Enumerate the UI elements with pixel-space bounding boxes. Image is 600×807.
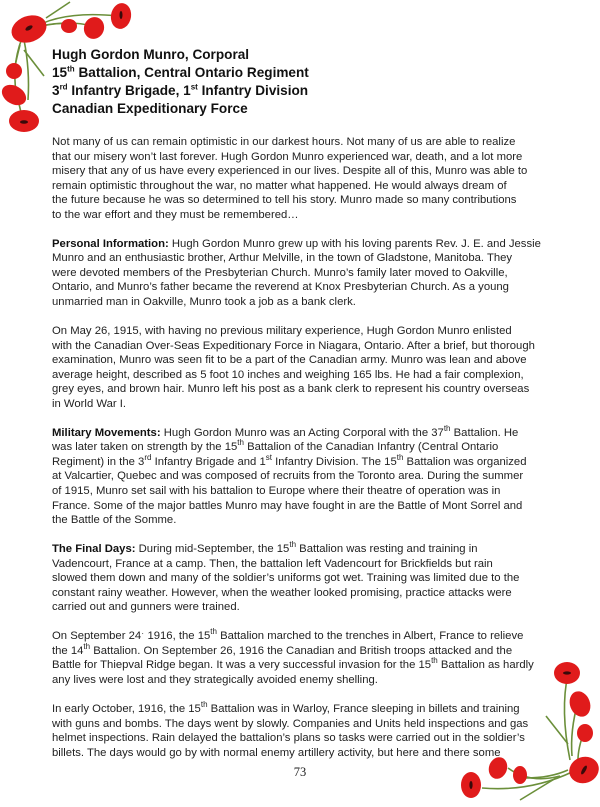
text-line: that our misery won’t last forever. Hugh Gordon Munro experienced war, death, and a lot more xyxy=(52,150,523,163)
text-line: Munro and an enthusiastic brother, Arthur Melville, in the town of Gladstone, Manitoba. They xyxy=(52,252,513,265)
text-line: helmet inspections. Rain delayed the battalion’s plans so tasks were carried out in the soldier’s xyxy=(52,732,525,745)
soldier-heading xyxy=(52,46,309,118)
heading-name: Hugh Gordon Munro, Corporal xyxy=(52,47,250,62)
text-line: to the war effort and they must be remembered… xyxy=(52,208,299,221)
final-days-paragraph xyxy=(52,542,572,615)
text-line: in World War I. xyxy=(52,397,127,410)
text-line: Battle for Thiepval Ridge began. It was a very successful invasion for the 15th Battalion as hardly xyxy=(52,656,534,672)
text-line: On May 26, 1915, with having no previous military experience, Hugh Gordon Munro enlisted xyxy=(52,325,512,338)
intro-paragraph xyxy=(52,135,572,222)
text-line: average height, described as 5 foot 10 inches and weighing 165 lbs. He had a fair complexion, xyxy=(52,368,524,381)
text-line: remain optimistic throughout the war, no matter what happened. He would always dream of xyxy=(52,179,507,192)
text-line: carried out and gunners were trained. xyxy=(52,601,240,614)
text-line: unmarried man in Oakville, Munro took a job as a bank clerk. xyxy=(52,295,356,308)
enlistment-paragraph xyxy=(52,324,572,411)
text-line: with the Canadian Over-Seas Expeditionary Force in Niagara, Ontario. After a brief, but thorough xyxy=(52,339,535,352)
text-line: Personal Information: Hugh Gordon Munro grew up with his loving parents Rev. J. E. and Jessie xyxy=(52,237,541,250)
text-line: any lives were lost and they strategically avoided enemy shelling. xyxy=(52,674,378,686)
text-line: at Valcartier, Quebec and was composed of recruits from the Toronto area. During the summer xyxy=(52,470,524,483)
heading-battalion: 15th Battalion, Central Ontario Regiment xyxy=(52,64,309,80)
military-movements-paragraph xyxy=(52,426,572,528)
text-line: was later taken on strength by the 15th Battalion of the Canadian Infantry (Central Ontario xyxy=(52,438,499,454)
text-line: the Battle of the Somme. xyxy=(52,514,177,527)
poppy-border-bottom-right-icon xyxy=(460,660,600,807)
text-line: Ontario, and Munro’s father became the reverend at Knox Presbyterian Church. As a young xyxy=(52,281,509,294)
text-line: In early October, 1916, the 15th Battalion was in Warloy, France sleeping in billets and training xyxy=(52,700,520,716)
section-label: Personal Information: xyxy=(52,237,169,250)
text-line: the future because he was so determined to tell his story. Munro made so many contributions xyxy=(52,194,517,207)
text-line: with guns and bombs. The days went by slowly. Companies and Units held inspections and gas xyxy=(52,717,529,730)
text-line: constant rainy weather. However, when the weather looked promising, practice attacks were xyxy=(52,586,512,599)
personal-information-paragraph xyxy=(52,237,572,310)
text-line: grey eyes, and brown hair. Munro left his post as a bank clerk to represent his country overseas xyxy=(52,383,530,396)
text-line: Military Movements: Hugh Gordon Munro was an Acting Corporal with the 37th Battalion. He xyxy=(52,424,519,439)
text-line: were devoted members of the Presbyterian Church. Munro’s family later moved to Oakville, xyxy=(52,266,508,279)
text-line: of 1915, Munro set sail with his battalion to Europe where their theatre of operation was in xyxy=(52,484,501,497)
page-number: 73 xyxy=(293,765,307,779)
text-line: Not many of us can remain optimistic in our darkest hours. Not many of us are able to realize xyxy=(52,136,516,148)
heading-brigade: 3rd Infantry Brigade, 1st Infantry Division xyxy=(52,82,309,98)
text-line: billets. The days would go by with normal enemy artillery activity, but here and there some xyxy=(52,746,501,759)
heading-force: Canadian Expeditionary Force xyxy=(52,101,248,116)
text-line: Vadencourt, France at a camp. Then, the battalion left Vadencourt for Brickfields but rain xyxy=(52,557,493,570)
text-line: Regiment) in the 3rd Infantry Brigade and 1st Infantry Division. The 15th Battalion was organized xyxy=(52,453,527,468)
text-line: examination, Munro was seen fit to be a part of the Canadian army. Munro was lean and above xyxy=(52,354,527,367)
text-line: misery that any of us have every experienced in our lives. Despite all of this, Munro was able to xyxy=(52,165,528,178)
section-label: The Final Days: xyxy=(52,543,136,556)
text-line: the 14th Battalion. On September 26, 1916 the Canadian and British troops attacked and the xyxy=(52,642,513,657)
text-line: France. Some of the major battles Munro may have fought in are the Battle of Mont Sorrel and xyxy=(52,499,523,512)
section-label: Military Movements: xyxy=(52,426,161,439)
text-line: On September 24ˑ 1916, the 15th Battalion marched to the trenches in Albert, France to relieve xyxy=(52,627,524,643)
text-line: slowed them down and many of the soldier’s uniforms got wet. Training was limited due to the xyxy=(52,572,520,585)
text-line: The Final Days: During mid-September, the 15th Battalion was resting and training in xyxy=(52,540,478,556)
